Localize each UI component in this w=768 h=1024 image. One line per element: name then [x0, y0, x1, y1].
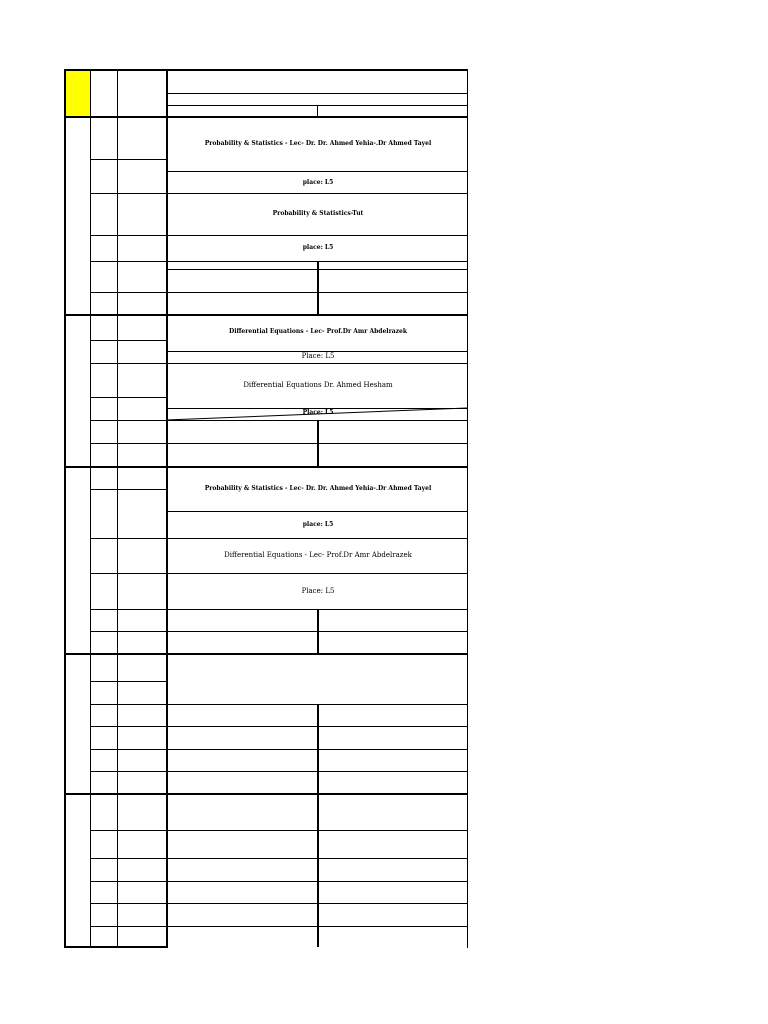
course-cell-mon-tut: Differential Equations Dr. Ahmed Hesham: [243, 381, 393, 389]
place-cell-mon-tut: Place: L5: [302, 409, 334, 416]
place-cell-tue-lec2: Place: L5: [301, 587, 335, 595]
course-cell-sun-tut: Probability & Statistics-Tut: [272, 210, 364, 217]
course-cell-tue-lec: Probability & Statistics - Lec- Dr. Dr. Ahmed Yehia-.Dr Ahmed Tayel: [204, 485, 432, 492]
course-cell-tue-lec2: Differential Equations - Lec- Prof.Dr Amr Abdelrazek: [224, 551, 412, 559]
course-cell-sun-lec: Probability & Statistics - Lec- Dr. Dr. Ahmed Yehia-.Dr Ahmed Tayel: [204, 140, 432, 147]
course-cell-mon-lec: Differential Equations - Lec- Prof.Dr Amr Abdelrazek: [228, 328, 408, 335]
place-cell-tue-lec: place: L5: [302, 521, 334, 528]
place-cell-sun-lec: place: L5: [302, 179, 334, 186]
place-cell-mon-lec: Place: L5: [301, 352, 335, 360]
place-cell-sun-tut: place: L5: [302, 244, 334, 251]
